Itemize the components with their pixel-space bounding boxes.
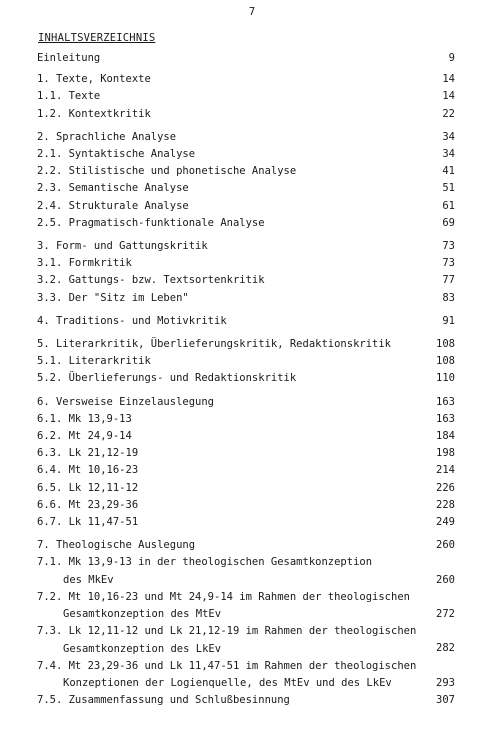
- toc-entry: [37, 290, 455, 307]
- toc-entry-title: 5.1. Literarkritik: [37, 355, 151, 368]
- toc-entry-title-continuation: Gesamtkonzeption des MtEv: [63, 608, 222, 621]
- toc-entry-page: 272: [436, 608, 455, 621]
- toc-entry-title: 2. Sprachliche Analyse: [37, 130, 177, 143]
- toc-entry-title: 7.3. Lk 12,11-12 und Lk 21,12-19 im Rahmen der theologischen Gesamtkonzeption des LkEv: [37, 623, 416, 657]
- toc-entry-page: 73: [442, 240, 455, 253]
- toc-entry-title: 6.4. Mt 10,16-23: [37, 464, 139, 477]
- toc-entry: [37, 462, 455, 479]
- toc-entry-title: 6.6. Mt 23,29-36: [37, 498, 139, 511]
- toc-entry-title: 4. Traditions- und Motivkritik: [37, 314, 227, 327]
- toc-entry-title: 2.2. Stilistische und phonetische Analyse: [37, 165, 297, 178]
- toc-entry-page: 249: [436, 516, 455, 529]
- toc-entry-page: 260: [436, 539, 455, 552]
- toc-entry-title: 2.3. Semantische Analyse: [37, 182, 189, 195]
- toc-entry-page: 228: [436, 498, 455, 511]
- toc-entry: [37, 353, 455, 370]
- toc-entry-title: 6.7. Lk 11,47-51: [37, 516, 139, 529]
- toc-entry-title: 3.1. Formkritik: [37, 257, 132, 270]
- toc-entry: [37, 428, 455, 445]
- toc-entry-page: 163: [436, 412, 455, 425]
- toc-entry: [37, 238, 455, 255]
- toc-entry-title: 2.5. Pragmatisch-funktionale Analyse: [37, 216, 265, 229]
- toc-entry-title: 7.4. Mt 23,29-36 und Lk 11,47-51 im Rahmen der theologischen Konzeptionen der Logienquelle, des MtEv und des LkEv: [37, 658, 416, 692]
- toc-entry-title-continuation: des MkEv: [63, 573, 114, 586]
- toc-entry: [37, 692, 455, 709]
- toc-entry-page: 34: [442, 130, 455, 143]
- toc-entry: [37, 537, 455, 554]
- toc-entry-page: 91: [442, 314, 455, 327]
- toc-entry-page: 9: [448, 52, 455, 64]
- toc-entry: [37, 180, 455, 197]
- toc-entry-title: 2.4. Strukturale Analyse: [37, 199, 189, 212]
- toc-entry-title: 6.1. Mk 13,9-13: [37, 412, 132, 425]
- toc-entry-title: 3.3. Der "Sitz im Leben": [37, 291, 189, 304]
- toc-entry-title: 1.2. Kontextkritik: [37, 107, 151, 120]
- toc-entry-page: 73: [442, 257, 455, 270]
- toc-entry-page: 83: [442, 291, 455, 304]
- toc-entry-title: 7.1. Mk 13,9-13 in der theologischen Gesamtkonzeption des MkEv: [37, 554, 372, 588]
- toc-entry-page: 214: [436, 464, 455, 477]
- toc-entry-page: 41: [442, 165, 455, 178]
- toc-entry-page: 61: [442, 199, 455, 212]
- toc-entry: [37, 71, 455, 88]
- toc-entry: [37, 497, 455, 514]
- toc-entry: [37, 255, 455, 272]
- toc-entry-page: 163: [436, 395, 455, 408]
- toc-entry-page: 108: [436, 338, 455, 351]
- toc-entry: [37, 106, 455, 123]
- toc-entry-title: 1.1. Texte: [37, 90, 101, 103]
- toc-entry: [37, 589, 455, 623]
- toc-entry: [37, 272, 455, 289]
- toc-entry-page: 14: [442, 90, 455, 103]
- toc-entry-page: 226: [436, 481, 455, 494]
- page-number: 7: [248, 6, 256, 18]
- toc-entry-page: 110: [436, 372, 455, 385]
- toc-entry-page: 307: [436, 694, 455, 707]
- toc-entry-title-continuation: Konzeptionen der Logienquelle, des MtEv und des LkEv: [63, 676, 392, 689]
- toc-entry: [37, 146, 455, 163]
- toc-entry-page: 293: [436, 676, 455, 689]
- toc-entry-page: 22: [442, 107, 455, 120]
- toc-entry: [37, 313, 455, 330]
- toc-entry-page: 51: [442, 182, 455, 195]
- toc-entry-title: 1. Texte, Kontexte: [37, 73, 151, 86]
- toc-entry: [37, 480, 455, 497]
- toc-entry: [37, 336, 455, 353]
- toc-entry: [37, 215, 455, 232]
- toc-entry: [37, 129, 455, 146]
- toc-entry-title: 5. Literarkritik, Überlieferungskritik, Redaktionskritik: [37, 338, 392, 351]
- toc-entry: [37, 623, 455, 657]
- toc-entry-title: 3. Form- und Gattungskritik: [37, 240, 208, 253]
- toc-entry-page: 108: [436, 355, 455, 368]
- toc-entry: [37, 88, 455, 105]
- toc-entry: [37, 554, 455, 588]
- toc-entry-page: 260: [436, 573, 455, 586]
- toc-entry: [37, 198, 455, 215]
- table-of-contents: [37, 50, 455, 709]
- toc-entry-page: 198: [436, 447, 455, 460]
- toc-entry-title: 7. Theologische Auslegung: [37, 539, 196, 552]
- toc-entry: [37, 514, 455, 531]
- toc-entry-title: 3.2. Gattungs- bzw. Textsortenkritik: [37, 274, 265, 287]
- toc-entry-title: 6.3. Lk 21,12-19: [37, 447, 139, 460]
- toc-entry-page: 184: [436, 430, 455, 443]
- toc-entry-page: 69: [442, 216, 455, 229]
- toc-entry: [37, 163, 455, 180]
- toc-entry-title: 7.5. Zusammenfassung und Schlußbesinnung: [37, 694, 290, 707]
- toc-entry: [37, 394, 455, 411]
- toc-entry: [37, 370, 455, 387]
- toc-entry-title-continuation: Gesamtkonzeption des LkEv: [63, 642, 222, 655]
- toc-entry-title: 7.2. Mt 10,16-23 und Mt 24,9-14 im Rahmen der theologischen Gesamtkonzeption des MtEv: [37, 589, 410, 623]
- toc-entry-title: 6. Versweise Einzelauslegung: [37, 395, 215, 408]
- toc-entry-title: 6.5. Lk 12,11-12: [37, 481, 139, 494]
- toc-entry-title: 2.1. Syntaktische Analyse: [37, 148, 196, 161]
- toc-entry-page: 14: [442, 73, 455, 86]
- toc-entry: [37, 50, 455, 67]
- toc-entry: [37, 658, 455, 692]
- toc-entry: [37, 445, 455, 462]
- toc-entry-title: Einleitung: [37, 52, 101, 64]
- toc-heading: INHALTSVERZEICHNIS: [38, 32, 156, 44]
- toc-entry: [37, 411, 455, 428]
- toc-entry-title: 6.2. Mt 24,9-14: [37, 430, 132, 443]
- toc-entry-title: 5.2. Überlieferungs- und Redaktionskritik: [37, 372, 297, 385]
- toc-entry-page: 282: [436, 642, 455, 655]
- toc-entry-page: 77: [442, 274, 455, 287]
- toc-entry-page: 34: [442, 148, 455, 161]
